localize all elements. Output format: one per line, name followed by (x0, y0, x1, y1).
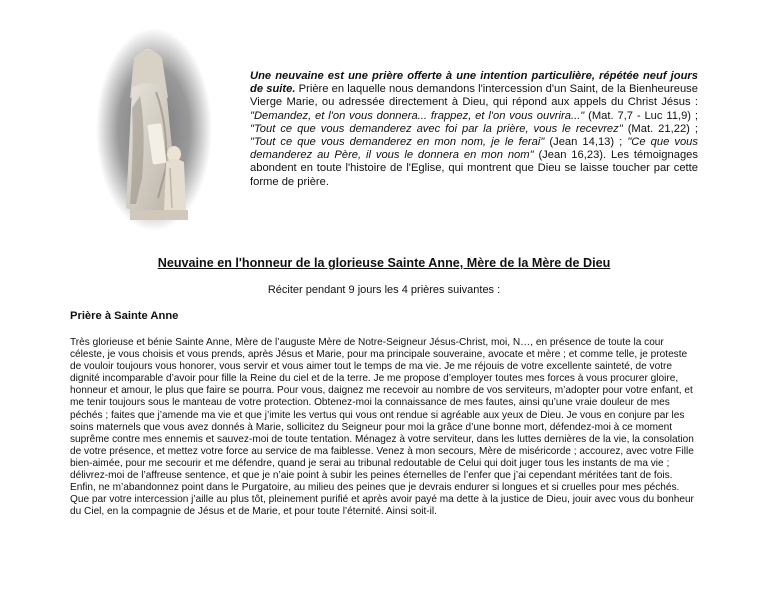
intro-text: Prière en laquelle nous demandons l'intercession d'un Saint, de la Bienheureuse Vierge Marie, ou adressée directement à Dieu, qui répond aux appels du Christ Jésus : (250, 83, 698, 109)
neuvaine-definition: Une neuvaine est une prière offerte à une intention particulière, répétée neuf jours de suite. (250, 70, 698, 96)
quote-jean-16: "Ce que vous demanderez au Père, il vous le donnera en mon nom" (250, 136, 698, 162)
sainte-anne-statue-image (96, 28, 212, 231)
reference-4: (Jean 16,23). Les témoignages abondent en toute l'histoire de l'Eglise, qui montrent que Dieu se laisse toucher par cette forme de prière. (250, 149, 698, 188)
neuvaine-title: Neuvaine en l'honneur de la glorieuse Sainte Anne, Mère de la Mère de Dieu (157, 256, 611, 270)
prayer-heading: Prière à Sainte Anne (70, 310, 179, 322)
instruction-text: Réciter pendant 9 jours les 4 prières suivantes : (267, 284, 501, 296)
quote-matthieu-21: "Tout ce que vous demanderez avec foi par la prière, vous le recevrez" (250, 122, 623, 135)
prayer-text: Très glorieuse et bénie Sainte Anne, Mère de l’auguste Mère de Notre-Seigneur Jésus-Christ, moi, N…, en présence de toute la cour céleste, je vous choisis et vous prends, après Jésus et Marie, pour ma principale souveraine, avocate et mère ; et comme telle, je proteste de vouloir toujours vous honorer, vous servir et vous aimer tout le temps de ma vie. Je me réjouis de votre excellente sainteté, de votre dignité incomparable d’avoir pour fille la Reine du ciel et de la terre. Je me propose d’employer toutes mes forces à vous procurer gloire, honneur et amour, le plus que faire se pourra. Pour vous, daignez me recevoir au nombre de vos serviteurs, m’adopter pour votre enfant, et me tenir toujours sous le manteau de votre protection. Obtenez-moi la connaissance de mes fautes, ainsi qu’une vraie douleur de mes péchés ; faites que j’amende ma vie et que j’imite les vertus qui vous ont rendue si agréable aux yeux de Dieu. Je vous en conjure par les soins maternels que vous avez donnés à Marie, sollicitez du Seigneur pour moi la grâce d’une bonne mort, défendez-moi à ce moment suprême contre mes ennemis et sauvez-moi de toute tentation. Ménagez à votre serviteur, dans les luttes dernières de la vie, la consolation de votre présence, et mettez votre force au service de ma faiblesse. Venez à mon secours, Mère de miséricorde ; accourez, avec votre Fille bien-aimée, pour me secourir et me défendre, quand je serai au tribunal redoutable de Celui qui doit juger tous les instants de ma vie ; délivrez-moi de l’affreuse sentence, et que je n’aie point à subir les peines éternelles de l’enfer que j’ai cependant méritées tant de fois. Enfin, ne m’abandonnez point dans le Purgatoire, au milieu des peines que je devrais endurer si longues et si cruelles pour mes péchés. Que par votre intercession j’aille au plus tôt, pleinement purifié et après avoir payé ma dette à la justice de Dieu, jouir avec vous du bonheur du Ciel, en la compagnie de Jésus et de Marie, et pour toute l’éternité. Ainsi soit-il. (70, 337, 694, 518)
intro-paragraph (250, 70, 698, 189)
quote-jean-14: "Tout ce que vous demanderez en mon nom, je le ferai" (250, 136, 545, 149)
reference-3: (Jean 14,13) ; (544, 136, 628, 149)
reference-1: (Mat. 7,7 - Luc 11,9) ; (584, 109, 698, 122)
reference-2: (Mat. 21,22) ; (622, 122, 698, 135)
quote-matthieu-7: "Demandez, et l'on vous donnera... frappez, et l'on vous ouvrira..." (250, 109, 585, 122)
